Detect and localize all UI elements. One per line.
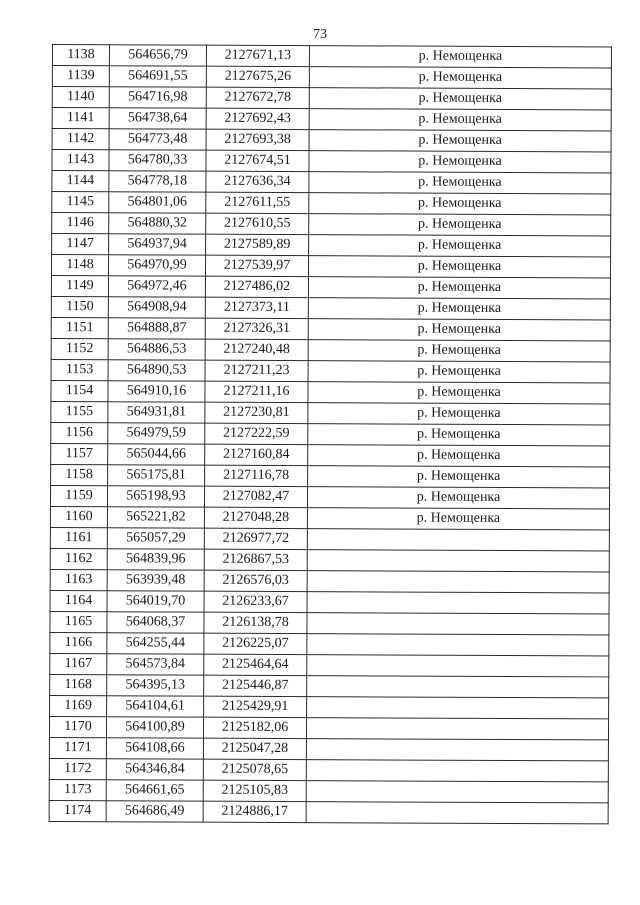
table-row (52, 192, 611, 215)
description-cell (306, 802, 608, 824)
description-cell: р. Немощенка (308, 466, 610, 488)
description-cell: р. Немощенка (309, 151, 611, 173)
y-coordinate-cell: 2126576,03 (204, 570, 307, 591)
description-cell: р. Немощенка (309, 67, 611, 89)
table-row (52, 213, 611, 236)
y-coordinate-cell: 2127211,23 (205, 360, 308, 381)
description-cell (307, 655, 609, 677)
y-coordinate-cell: 2127160,84 (205, 444, 308, 465)
point-number-cell: 1168 (50, 674, 107, 695)
y-coordinate-cell: 2127675,26 (206, 66, 309, 87)
description-cell (307, 613, 609, 635)
y-coordinate-cell: 2126225,07 (204, 633, 307, 654)
point-number-cell: 1157 (51, 443, 108, 464)
x-coordinate-cell: 564573,84 (107, 654, 204, 675)
table-row (50, 632, 609, 655)
x-coordinate-cell: 564100,89 (106, 717, 203, 738)
point-number-cell: 1169 (50, 695, 107, 716)
point-number-cell: 1167 (50, 653, 107, 674)
x-coordinate-cell: 564890,53 (108, 360, 205, 381)
x-coordinate-cell: 564019,70 (107, 591, 204, 612)
description-cell (307, 529, 609, 551)
table-row (50, 527, 609, 550)
y-coordinate-cell: 2127082,47 (204, 486, 307, 507)
description-cell: р. Немощенка (309, 46, 611, 68)
point-number-cell: 1154 (51, 380, 108, 401)
x-coordinate-cell: 564068,37 (107, 612, 204, 633)
x-coordinate-cell: 564979,59 (108, 423, 205, 444)
table-row (52, 66, 611, 89)
x-coordinate-cell: 564970,99 (108, 255, 205, 276)
y-coordinate-cell: 2127326,31 (205, 318, 308, 339)
point-number-cell: 1143 (52, 150, 109, 171)
y-coordinate-cell: 2125182,06 (203, 717, 306, 738)
point-number-cell: 1164 (50, 590, 107, 611)
description-cell (306, 781, 608, 803)
point-number-cell: 1148 (51, 255, 108, 276)
point-number-cell: 1155 (51, 401, 108, 422)
y-coordinate-cell: 2125078,65 (203, 759, 306, 780)
x-coordinate-cell: 564104,61 (107, 696, 204, 717)
point-number-cell: 1174 (49, 800, 106, 821)
description-cell (307, 634, 609, 656)
table-row (52, 150, 611, 173)
description-cell (307, 697, 609, 719)
point-number-cell: 1140 (52, 87, 109, 108)
x-coordinate-cell: 564255,44 (107, 633, 204, 654)
point-number-cell: 1150 (51, 296, 108, 317)
table-row (51, 443, 610, 466)
table-row (51, 380, 610, 403)
y-coordinate-cell: 2126977,72 (204, 528, 307, 549)
x-coordinate-cell: 564972,46 (108, 276, 205, 297)
x-coordinate-cell: 564395,13 (107, 675, 204, 696)
table-row (52, 171, 611, 194)
point-number-cell: 1166 (50, 632, 107, 653)
y-coordinate-cell: 2127693,38 (206, 129, 309, 150)
description-cell: р. Немощенка (309, 88, 611, 110)
y-coordinate-cell: 2126867,53 (204, 549, 307, 570)
table-row (49, 737, 608, 760)
x-coordinate-cell: 564839,96 (107, 549, 204, 570)
coordinates-table-body (49, 45, 611, 824)
x-coordinate-cell: 564108,66 (106, 738, 203, 759)
x-coordinate-cell: 564773,48 (109, 129, 206, 150)
y-coordinate-cell: 2127116,78 (205, 465, 308, 486)
x-coordinate-cell: 564801,06 (109, 192, 206, 213)
description-cell: р. Немощенка (309, 214, 611, 236)
y-coordinate-cell: 2127674,51 (206, 150, 309, 171)
y-coordinate-cell: 2127610,55 (206, 213, 309, 234)
page-number: 73 (313, 27, 327, 42)
point-number-cell: 1139 (52, 66, 109, 87)
description-cell: р. Немощенка (308, 361, 610, 383)
point-number-cell: 1153 (51, 359, 108, 380)
y-coordinate-cell: 2127048,28 (204, 507, 307, 528)
x-coordinate-cell: 565057,29 (107, 528, 204, 549)
table-row (51, 401, 610, 424)
table-row (50, 674, 609, 697)
y-coordinate-cell: 2127611,55 (206, 192, 309, 213)
description-cell: р. Немощенка (308, 403, 610, 425)
description-cell (307, 676, 609, 698)
description-cell: р. Немощенка (307, 508, 609, 530)
x-coordinate-cell: 564910,16 (108, 381, 205, 402)
y-coordinate-cell: 2127230,81 (205, 402, 308, 423)
table-row (52, 234, 611, 257)
x-coordinate-cell: 564716,98 (109, 87, 206, 108)
y-coordinate-cell: 2127211,16 (205, 381, 308, 402)
point-number-cell: 1156 (51, 422, 108, 443)
y-coordinate-cell: 2126233,67 (204, 591, 307, 612)
table-row (52, 87, 611, 110)
description-cell: р. Немощенка (308, 298, 610, 320)
table-row (50, 506, 609, 529)
table-row (50, 569, 609, 592)
table-row (51, 422, 610, 445)
point-number-cell: 1172 (49, 758, 106, 779)
point-number-cell: 1173 (49, 779, 106, 800)
point-number-cell: 1141 (52, 108, 109, 129)
description-cell: р. Немощенка (309, 109, 611, 131)
table-row (50, 485, 609, 508)
y-coordinate-cell: 2127240,48 (205, 339, 308, 360)
point-number-cell: 1163 (50, 569, 107, 590)
table-row (52, 45, 611, 68)
coordinates-table (49, 44, 612, 824)
y-coordinate-cell: 2125047,28 (203, 738, 306, 759)
point-number-cell: 1158 (51, 464, 108, 485)
table-row (50, 611, 609, 634)
x-coordinate-cell: 564656,79 (109, 45, 206, 66)
x-coordinate-cell: 564346,84 (106, 759, 203, 780)
table-row (49, 758, 608, 781)
x-coordinate-cell: 564886,53 (108, 339, 205, 360)
point-number-cell: 1152 (51, 338, 108, 359)
point-number-cell: 1144 (52, 171, 109, 192)
y-coordinate-cell: 2127373,11 (205, 297, 308, 318)
y-coordinate-cell: 2127589,89 (206, 234, 309, 255)
description-cell: р. Немощенка (308, 277, 610, 299)
description-cell (307, 571, 609, 593)
point-number-cell: 1145 (52, 192, 109, 213)
description-cell: р. Немощенка (309, 130, 611, 152)
y-coordinate-cell: 2124886,17 (203, 801, 306, 822)
x-coordinate-cell: 564888,87 (108, 318, 205, 339)
description-cell (306, 739, 608, 761)
x-coordinate-cell: 565198,93 (107, 486, 204, 507)
x-coordinate-cell: 564661,65 (106, 780, 203, 801)
y-coordinate-cell: 2126138,78 (204, 612, 307, 633)
table-row (51, 296, 610, 319)
description-cell: р. Немощенка (309, 193, 611, 215)
point-number-cell: 1149 (51, 275, 108, 296)
x-coordinate-cell: 564686,49 (106, 801, 203, 822)
x-coordinate-cell: 564778,18 (109, 171, 206, 192)
x-coordinate-cell: 565221,82 (107, 507, 204, 528)
y-coordinate-cell: 2127539,97 (205, 255, 308, 276)
description-cell (307, 550, 609, 572)
table-row (50, 548, 609, 571)
table-row (49, 716, 608, 739)
description-cell: р. Немощенка (308, 445, 610, 467)
description-cell: р. Немощенка (309, 172, 611, 194)
table-row (50, 695, 609, 718)
x-coordinate-cell: 564691,55 (109, 66, 206, 87)
x-coordinate-cell: 564908,94 (108, 297, 205, 318)
point-number-cell: 1171 (49, 737, 106, 758)
description-cell: р. Немощенка (308, 340, 610, 362)
y-coordinate-cell: 2125446,87 (204, 675, 307, 696)
y-coordinate-cell: 2127636,34 (206, 171, 309, 192)
description-cell: р. Немощенка (308, 319, 610, 341)
x-coordinate-cell: 564931,81 (108, 402, 205, 423)
y-coordinate-cell: 2127486,02 (205, 276, 308, 297)
table-row (50, 590, 609, 613)
table-row (49, 779, 608, 802)
point-number-cell: 1161 (50, 527, 107, 548)
point-number-cell: 1159 (50, 485, 107, 506)
description-cell: р. Немощенка (308, 256, 610, 278)
description-cell: р. Немощенка (309, 235, 611, 257)
point-number-cell: 1147 (52, 234, 109, 255)
y-coordinate-cell: 2125464,64 (204, 654, 307, 675)
point-number-cell: 1146 (52, 213, 109, 234)
y-coordinate-cell: 2127222,59 (205, 423, 308, 444)
x-coordinate-cell: 565044,66 (108, 444, 205, 465)
x-coordinate-cell: 563939,48 (107, 570, 204, 591)
point-number-cell: 1165 (50, 611, 107, 632)
description-cell: р. Немощенка (308, 382, 610, 404)
description-cell (306, 760, 608, 782)
y-coordinate-cell: 2127672,78 (206, 87, 309, 108)
y-coordinate-cell: 2127671,13 (206, 45, 309, 66)
point-number-cell: 1170 (49, 716, 106, 737)
table-row (52, 108, 611, 131)
x-coordinate-cell: 564880,32 (109, 213, 206, 234)
description-cell (307, 592, 609, 614)
y-coordinate-cell: 2125429,91 (204, 696, 307, 717)
table-row (51, 464, 610, 487)
table-row (52, 129, 611, 152)
x-coordinate-cell: 565175,81 (108, 465, 205, 486)
y-coordinate-cell: 2127692,43 (206, 108, 309, 129)
point-number-cell: 1160 (50, 506, 107, 527)
x-coordinate-cell: 564937,94 (109, 234, 206, 255)
point-number-cell: 1138 (52, 45, 109, 66)
x-coordinate-cell: 564738,64 (109, 108, 206, 129)
table-row (51, 317, 610, 340)
description-cell (306, 718, 608, 740)
y-coordinate-cell: 2125105,83 (203, 780, 306, 801)
table-row (50, 653, 609, 676)
point-number-cell: 1151 (51, 317, 108, 338)
point-number-cell: 1162 (50, 548, 107, 569)
x-coordinate-cell: 564780,33 (109, 150, 206, 171)
table-row (51, 255, 610, 278)
table-row (51, 275, 610, 298)
description-cell: р. Немощенка (308, 424, 610, 446)
table-row (49, 800, 608, 823)
table-row (51, 359, 610, 382)
table-row (51, 338, 610, 361)
description-cell: р. Немощенка (307, 487, 609, 509)
point-number-cell: 1142 (52, 129, 109, 150)
